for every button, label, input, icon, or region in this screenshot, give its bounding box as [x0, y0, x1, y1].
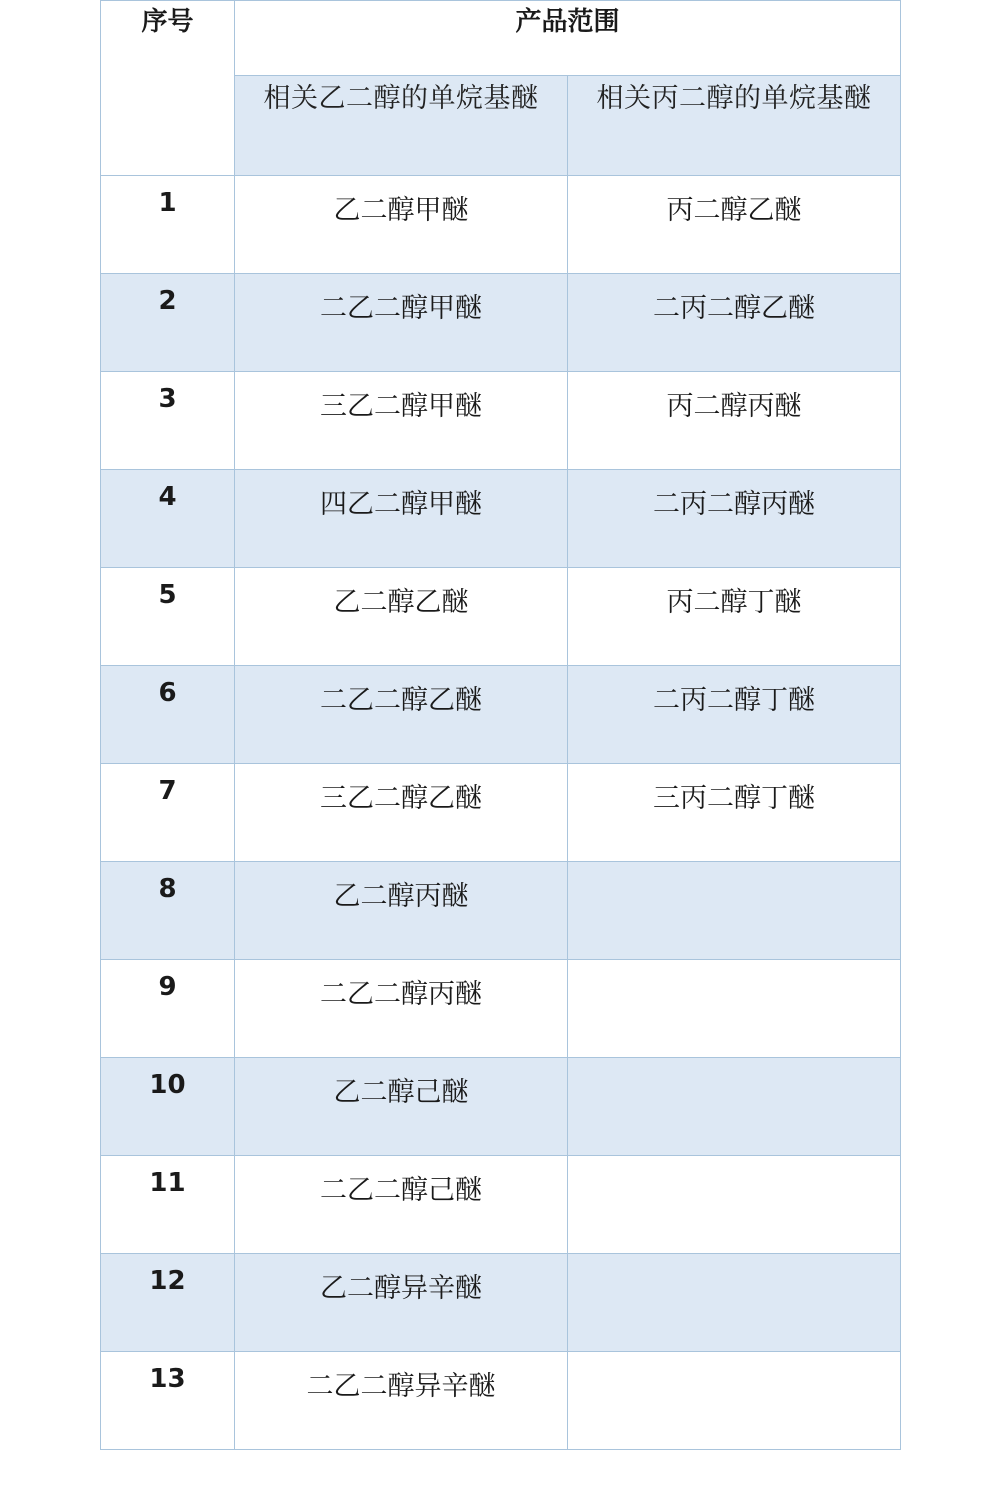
header-seq: 序号: [101, 1, 235, 176]
table-row: [101, 568, 901, 666]
table-row: [101, 274, 901, 372]
row-propylene-ether: [568, 1254, 901, 1352]
row-seq: 11: [101, 1156, 235, 1254]
row-seq: 6: [101, 666, 235, 764]
row-propylene-ether: [568, 862, 901, 960]
row-ethylene-ether: 乙二醇己醚: [235, 1058, 568, 1156]
row-propylene-ether: 三丙二醇丁醚: [568, 764, 901, 862]
header-ethylene-glycol-ethers: 相关乙二醇的单烷基醚: [235, 76, 568, 176]
row-seq: 3: [101, 372, 235, 470]
row-seq: 12: [101, 1254, 235, 1352]
row-ethylene-ether: 三乙二醇乙醚: [235, 764, 568, 862]
header-product-range: 产品范围: [235, 1, 901, 76]
table-row: [101, 372, 901, 470]
row-ethylene-ether: 二乙二醇甲醚: [235, 274, 568, 372]
row-ethylene-ether: 三乙二醇甲醚: [235, 372, 568, 470]
row-ethylene-ether: 乙二醇甲醚: [235, 176, 568, 274]
row-ethylene-ether: 乙二醇异辛醚: [235, 1254, 568, 1352]
row-seq: 7: [101, 764, 235, 862]
row-seq: 10: [101, 1058, 235, 1156]
row-propylene-ether: [568, 1352, 901, 1450]
row-propylene-ether: 二丙二醇丁醚: [568, 666, 901, 764]
row-propylene-ether: 丙二醇丙醚: [568, 372, 901, 470]
row-seq: 9: [101, 960, 235, 1058]
row-propylene-ether: 丙二醇丁醚: [568, 568, 901, 666]
row-propylene-ether: [568, 1156, 901, 1254]
row-seq: 4: [101, 470, 235, 568]
table-row: [101, 470, 901, 568]
table-row: [101, 1156, 901, 1254]
header-propylene-glycol-ethers: 相关丙二醇的单烷基醚: [568, 76, 901, 176]
row-ethylene-ether: 二乙二醇乙醚: [235, 666, 568, 764]
table-row: [101, 960, 901, 1058]
table-row: [101, 1058, 901, 1156]
table-row: [101, 176, 901, 274]
table-row: [101, 1254, 901, 1352]
header-row-top: [101, 1, 901, 76]
row-ethylene-ether: 乙二醇乙醚: [235, 568, 568, 666]
row-seq: 1: [101, 176, 235, 274]
row-propylene-ether: 二丙二醇丙醚: [568, 470, 901, 568]
row-seq: 13: [101, 1352, 235, 1450]
row-propylene-ether: [568, 1058, 901, 1156]
row-ethylene-ether: 二乙二醇己醚: [235, 1156, 568, 1254]
table-row: [101, 666, 901, 764]
row-propylene-ether: [568, 960, 901, 1058]
row-propylene-ether: 丙二醇乙醚: [568, 176, 901, 274]
row-ethylene-ether: 四乙二醇甲醚: [235, 470, 568, 568]
row-seq: 2: [101, 274, 235, 372]
row-ethylene-ether: 二乙二醇丙醚: [235, 960, 568, 1058]
row-seq: 8: [101, 862, 235, 960]
row-ethylene-ether: 乙二醇丙醚: [235, 862, 568, 960]
row-seq: 5: [101, 568, 235, 666]
row-propylene-ether: 二丙二醇乙醚: [568, 274, 901, 372]
table-row: [101, 764, 901, 862]
row-ethylene-ether: 二乙二醇异辛醚: [235, 1352, 568, 1450]
table-row: [101, 1352, 901, 1450]
product-range-table: [100, 0, 901, 1450]
table-row: [101, 862, 901, 960]
